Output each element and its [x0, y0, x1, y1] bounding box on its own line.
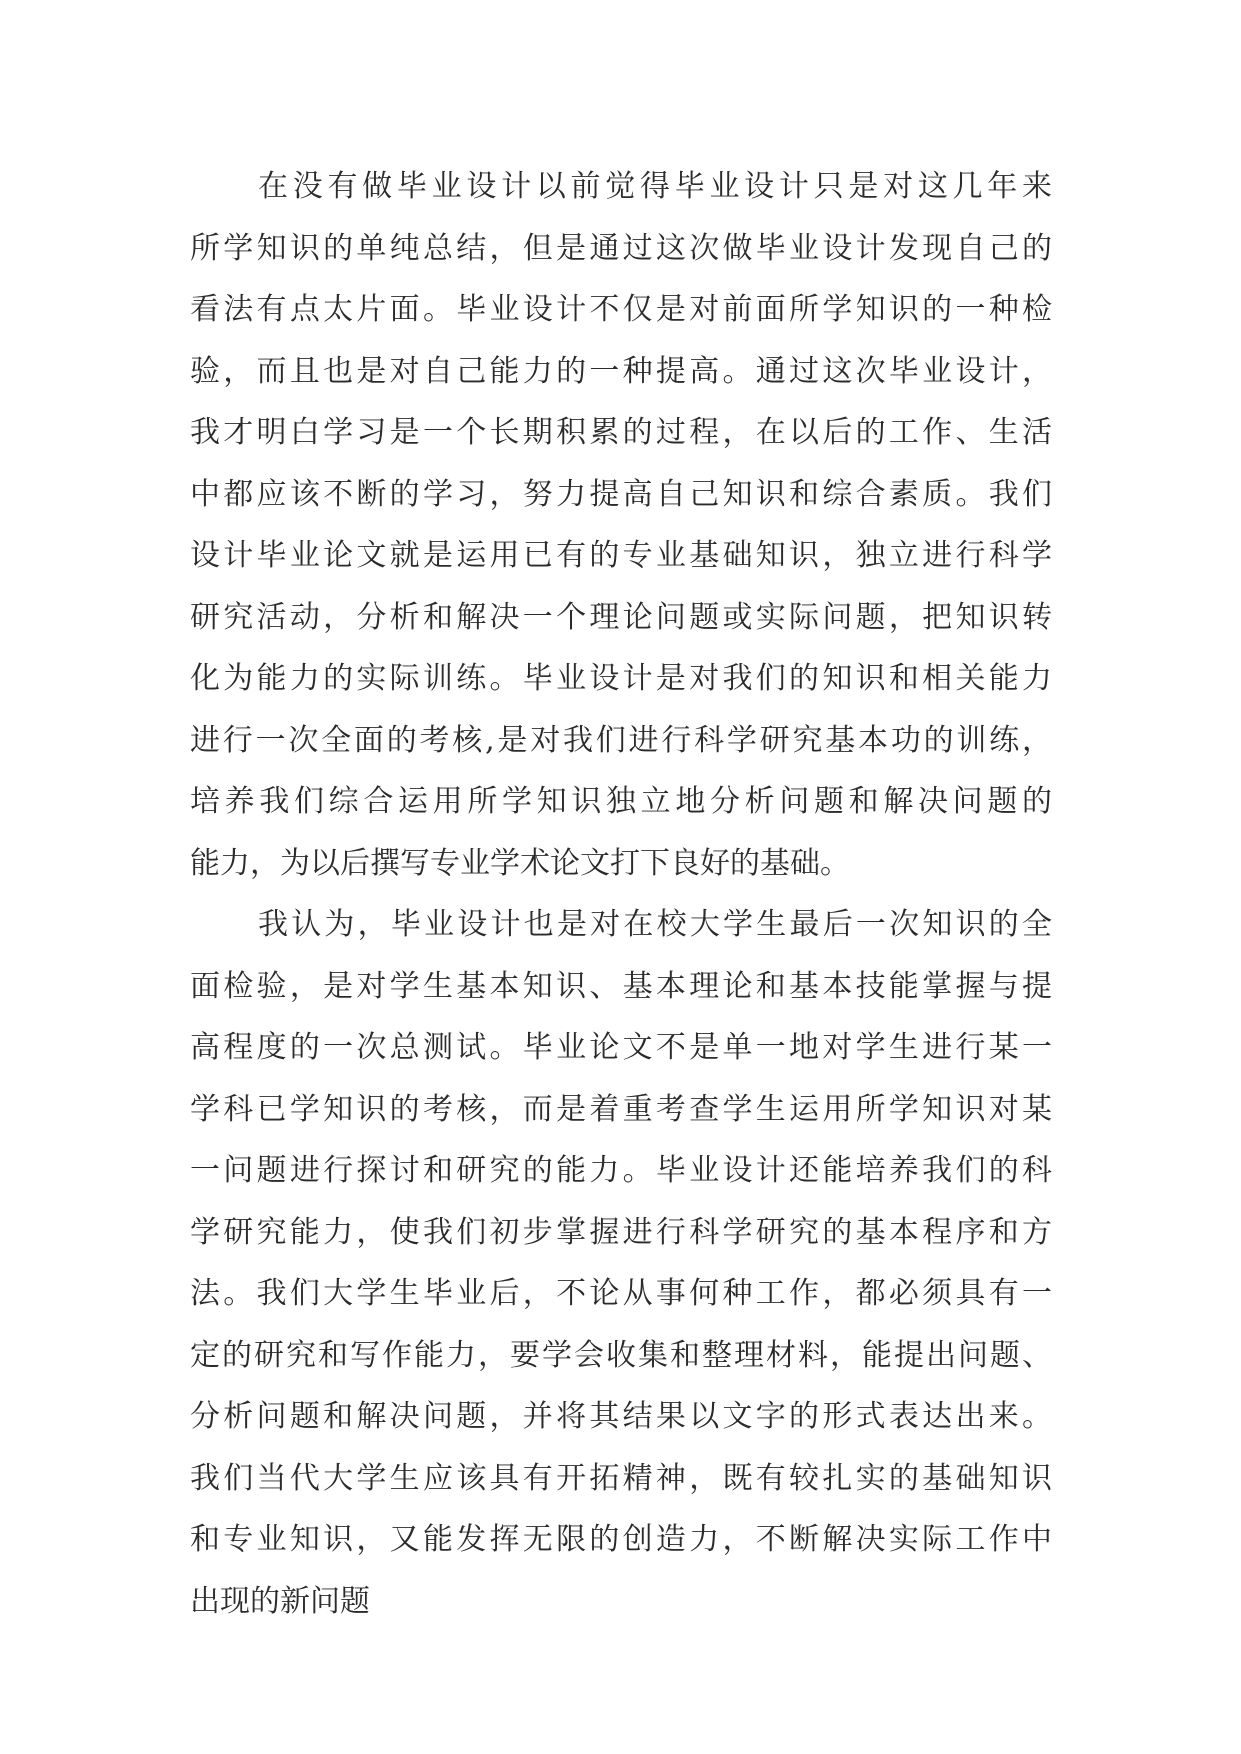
document-body	[190, 156, 1052, 1632]
paragraph-line: 我们当代大学生应该具有开拓精神，既有较扎实的基础知识	[190, 1460, 1052, 1496]
paragraph-line: 出现的新问题	[190, 1583, 370, 1619]
paragraph-line: 高程度的一次总测试。毕业论文不是单一地对学生进行某一	[190, 1030, 1052, 1065]
paragraph-line: 进行一次全面的考核,是对我们进行科学研究基本功的训练，	[190, 722, 1052, 758]
paragraph-line: 能力，为以后撰写专业学术论文打下良好的基础。	[190, 845, 850, 881]
paragraph-line: 研究活动，分析和解决一个理论问题或实际问题，把知识转	[190, 599, 1052, 635]
paragraph-1	[190, 156, 1052, 894]
paragraph-line: 所学知识的单纯总结，但是通过这次做毕业设计发现自己的	[190, 230, 1052, 266]
paragraph-line: 和专业知识，又能发挥无限的创造力，不断解决实际工作中	[190, 1522, 1052, 1557]
paragraph-line: 一问题进行探讨和研究的能力。毕业设计还能培养我们的科	[190, 1153, 1052, 1188]
paragraph-line: 分析问题和解决问题，并将其结果以文字的形式表达出来。	[190, 1399, 1052, 1434]
paragraph-line: 学科已学知识的考核，而是着重考查学生运用所学知识对某	[190, 1091, 1052, 1127]
paragraph-line: 学研究能力，使我们初步掌握进行科学研究的基本程序和方	[190, 1214, 1052, 1250]
paragraph-line: 设计毕业论文就是运用已有的专业基础知识，独立进行科学	[190, 538, 1052, 573]
paragraph-2	[190, 894, 1052, 1632]
paragraph-line: 化为能力的实际训练。毕业设计是对我们的知识和相关能力	[190, 661, 1052, 696]
paragraph-line: 在没有做毕业设计以前觉得毕业设计只是对这几年来	[258, 169, 1052, 204]
paragraph-line: 看法有点太片面。毕业设计不仅是对前面所学知识的一种检	[190, 292, 1052, 327]
paragraph-line: 验，而且也是对自己能力的一种提高。通过这次毕业设计，	[190, 353, 1052, 389]
paragraph-line: 面检验，是对学生基本知识、基本理论和基本技能掌握与提	[190, 968, 1052, 1004]
paragraph-line: 我认为，毕业设计也是对在校大学生最后一次知识的全	[258, 907, 1052, 942]
paragraph-line: 培养我们综合运用所学知识独立地分析问题和解决问题的	[190, 784, 1052, 819]
paragraph-line: 中都应该不断的学习，努力提高自己知识和综合素质。我们	[190, 476, 1052, 512]
paragraph-line: 法。我们大学生毕业后，不论从事何种工作，都必须具有一	[190, 1276, 1052, 1311]
paragraph-line: 定的研究和写作能力，要学会收集和整理材料，能提出问题、	[190, 1337, 1052, 1373]
paragraph-line: 我才明白学习是一个长期积累的过程，在以后的工作、生活	[190, 415, 1052, 450]
